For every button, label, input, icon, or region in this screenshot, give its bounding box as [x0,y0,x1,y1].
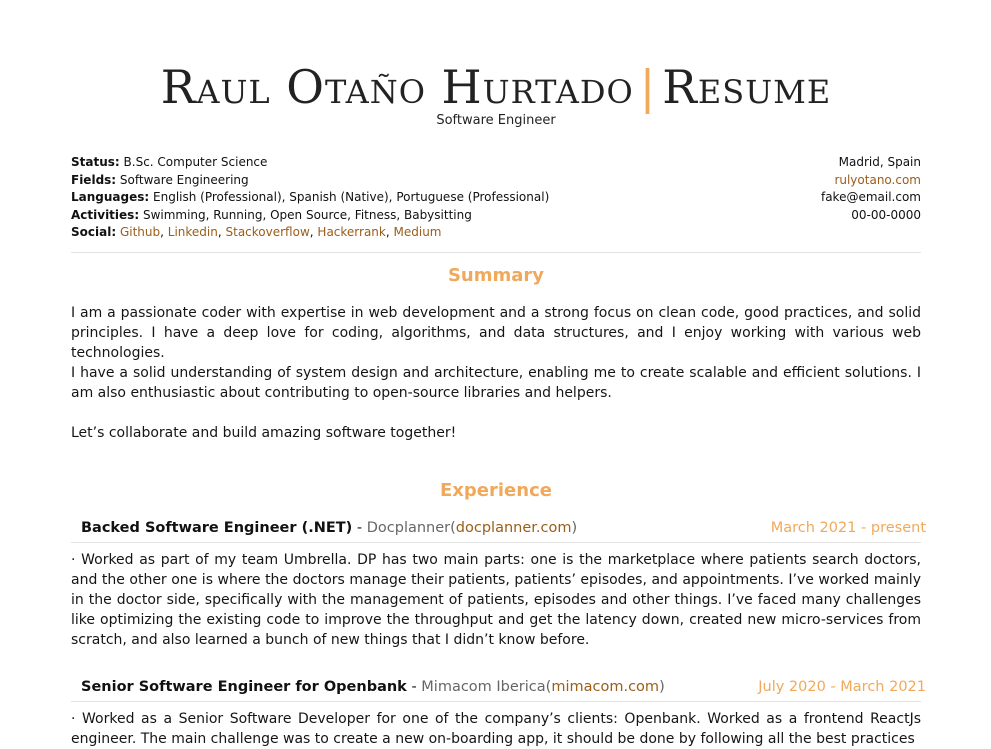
fields-label: Fields: [71,172,117,187]
job-title: Senior Software Engineer for Openbank [81,679,407,695]
github-link[interactable]: Github [119,225,161,239]
job-divider [71,542,921,543]
job-header: Senior Software Engineer for Openbank - Mimacom Iberica(mimacom.com) July 2020 - March 2021 [81,676,926,698]
header-divider [71,252,921,253]
email[interactable]: fake@email.com [820,190,921,204]
languages-row [71,189,671,207]
social-row: Social: Github, Linkedin, Stackoverflow, Hackerrank, Medium [71,225,442,239]
fields-value: Software Engineering [119,172,249,187]
status-row [71,154,671,172]
phone: 00-00-0000 [851,207,921,222]
languages-value: English (Professional), Spanish (Native), Portuguese (Professional) [153,190,550,204]
experience-heading: Experience [440,480,552,501]
document-label: Resume [662,60,832,114]
job-dash: - [411,679,417,695]
job-dates: March 2021 - present [770,520,926,536]
company-site-link[interactable]: mimacom.com [551,679,660,695]
job-divider [71,701,921,702]
website-link[interactable]: rulyotano.com [834,172,921,187]
location: Madrid, Spain [838,155,921,169]
social-label: Social: [71,225,117,239]
job-company: Docplanner [366,520,451,536]
job-header: Backed Software Engineer (.NET) - Docplanner(docplanner.com) March 2021 - present [81,517,926,539]
summary-paragraph: Let’s collaborate and build amazing software together! [71,425,457,441]
summary-heading: Summary [447,265,545,286]
job-dates: July 2020 - March 2021 [758,679,926,695]
medium-link[interactable]: Medium [393,225,442,239]
job-dash: - [356,520,363,536]
job-role-subtitle: Software Engineer [436,113,556,128]
resume-title [71,56,921,118]
job-company: Mimacom Iberica [421,679,546,695]
candidate-name: Raul Otaño Hurtado [160,60,634,114]
title-separator: | [639,60,657,114]
activities-label: Activities: [71,207,140,222]
activities-value: Swimming, Running, Open Source, Fitness, Babysitting [142,207,472,222]
summary-paragraph: I have a solid understanding of system design and architecture, enabling me to create scalable and efficient solutions. I am also enthusiastic about contributing to open-source libraries and helpers. [71,365,921,401]
hackerrank-link[interactable]: Hackerrank [317,225,386,239]
summary-paragraph: I am a passionate coder with expertise in web development and a strong focus on clean code, good practices, and solid principles. I have a deep love for coding, algorithms, and data structures, and I enjoy working with various web technologies. [71,305,921,361]
job-description: · Worked as a Senior Software Developer for one of the company’s clients: Openbank. Worked as a frontend ReactJs engineer. The main challenge was to create a new on-boarding app, it should be done by following all the best practices [71,711,921,747]
languages-label: Languages: [71,190,150,204]
contact-info [821,154,921,224]
job-title: Backed Software Engineer (.NET) [81,520,353,536]
linkedin-link[interactable]: Linkedin [167,225,218,239]
activities-row [71,207,671,225]
status-label: Status: [71,155,120,169]
stackoverflow-link[interactable]: Stackoverflow [225,225,310,239]
status-value: B.Sc. Computer Science [123,155,268,169]
job-description: · Worked as part of my team Umbrella. DP has two main parts: one is the marketplace where patients search doctors, and the other one is where the doctors manage their patients, patients’ episodes, and appointments. I’ve worked mainly in the doctor side, specifically with the management of patients, episodes and other things. I’ve faced many challenges like optimizing the existing code to improve the throughput and get the latency down, created new micro-services from scratch, and also learned a bunch of new things that I didn’t know before. [71,552,921,648]
company-site-link[interactable]: docplanner.com [455,520,572,536]
personal-info [71,154,671,242]
fields-row [71,172,671,190]
